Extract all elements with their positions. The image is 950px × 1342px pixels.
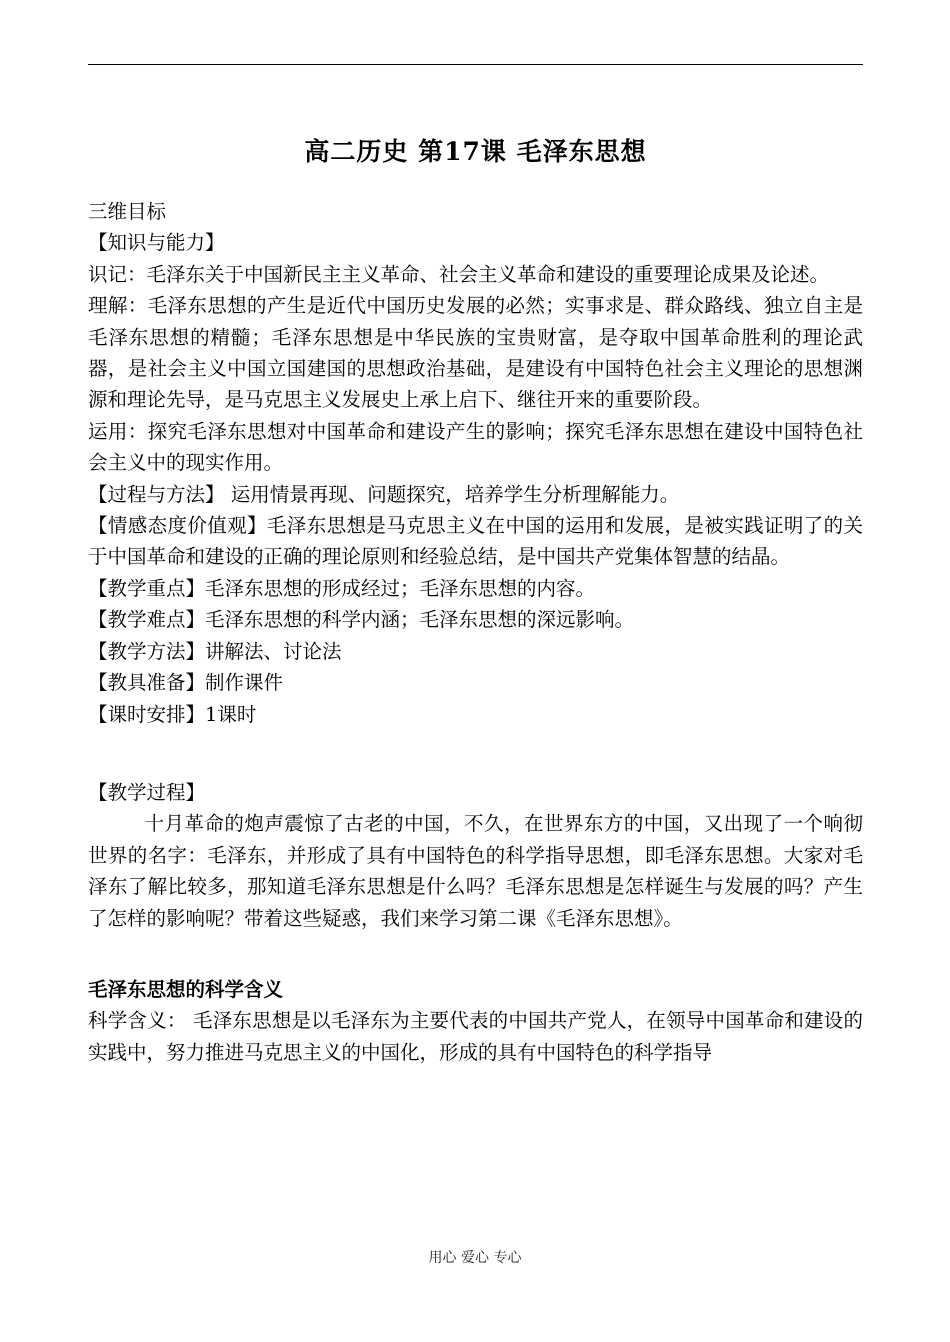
preparation-paragraph: 【教具准备】制作课件 <box>88 671 284 695</box>
spacer <box>88 934 863 974</box>
page-title: 高二历史 第17课 毛泽东思想 <box>304 137 647 166</box>
knowledge-heading: 【知识与能力】 <box>88 231 225 255</box>
difficulties-paragraph: 【教学难点】毛泽东思想的科学内涵；毛泽东思想的深远影响。 <box>88 608 635 632</box>
header-rule <box>88 64 863 65</box>
apply-paragraph: 运用：探究毛泽东思想对中国革命和建设产生的影响；探究毛泽东思想在建设中国特色社会主义中的现实作用。 <box>88 419 863 475</box>
page-footer: 用心 爱心 专心 <box>428 1250 522 1266</box>
scientific-meaning-paragraph: 科学含义： 毛泽东思想是以毛泽东为主要代表的中国共产党人，在领导中国革命和建设的实践中，努力推进马克思主义的中国化，形成的具有中国特色的科学指导 <box>88 1009 863 1064</box>
objectives-heading: 三维目标 <box>88 200 167 223</box>
methods-paragraph: 【教学方法】讲解法、讨论法 <box>88 639 342 663</box>
intro-paragraph: 十月革命的炮声震惊了古老的中国，不久，在世界东方的中国，又出现了一个响彻世界的名字：毛泽东，并形成了具有中国特色的科学指导思想，即毛泽东思想。大家对毛泽东了解比较多，那知道毛泽东思想是什么吗？毛泽东思想是怎样诞生与发展的吗？产生了怎样的影响呢？带着这些疑惑，我们来学习第二课《毛泽东思想》。 <box>88 812 863 930</box>
document-body <box>88 196 863 1068</box>
schedule-paragraph: 【课时安排】1课时 <box>88 702 257 726</box>
process-heading: 【教学过程】 <box>88 780 206 804</box>
key-points-paragraph: 【教学重点】毛泽东思想的形成经过；毛泽东思想的内容。 <box>88 576 596 600</box>
section-heading: 毛泽东思想的科学含义 <box>88 977 284 1001</box>
memorize-paragraph: 识记：毛泽东关于中国新民主主义革命、社会主义革命和建设的重要理论成果及论述。 <box>88 262 830 286</box>
emotion-values-paragraph: 【情感态度价值观】毛泽东思想是马克思主义在中国的运用和发展，是被实践证明了的关于中国革命和建设的正确的理论原则和经验总结，是中国共产党集体智慧的结晶。 <box>88 514 863 569</box>
process-method-paragraph: 【过程与方法】 运用情景再现、问题探究，培养学生分析理解能力。 <box>88 482 680 506</box>
spacer <box>88 730 863 777</box>
understand-paragraph: 理解：毛泽东思想的产生是近代中国历史发展的必然；实事求是、群众路线、独立自主是毛泽东思想的精髓；毛泽东思想是中华民族的宝贵财富，是夺取中国革命胜利的理论武器，是社会主义中国立国建国的思想政治基础，是建设有中国特色社会主义理论的思想渊源和理论先导，是马克思主义发展史上承上启下、继往开来的重要阶段。 <box>88 294 863 412</box>
